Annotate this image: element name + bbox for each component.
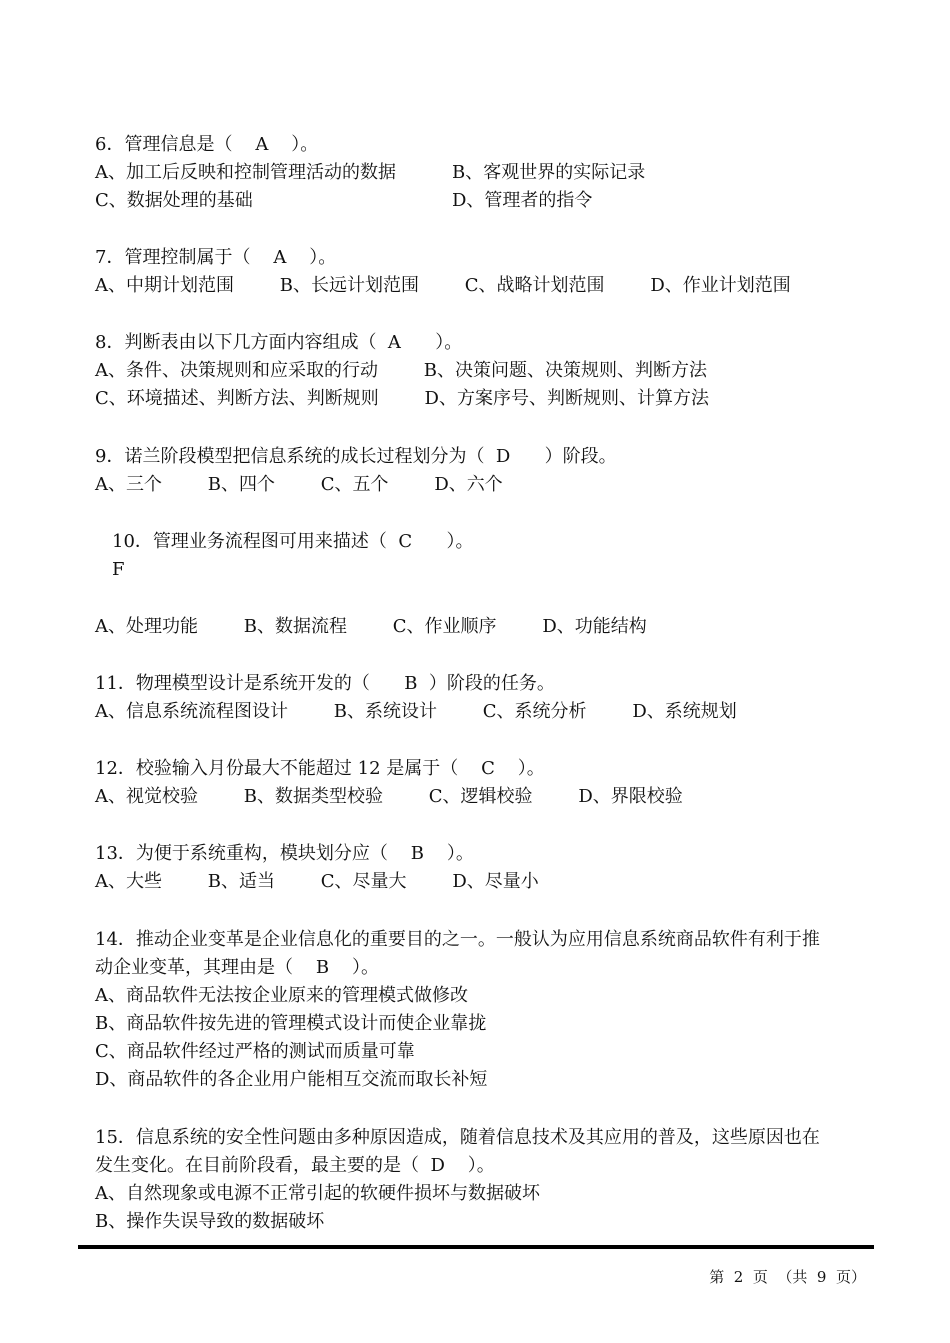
question-14-option-a: A、商品软件无法按企业原来的管理模式做修改 — [95, 985, 468, 1006]
question-11-stem: 11．物理模型设计是系统开发的（ B ）阶段的任务。 — [95, 673, 555, 694]
footer-divider — [78, 1245, 874, 1249]
question-7-stem: 7．管理控制属于（ A ）。 — [95, 247, 337, 268]
question-14-option-c: C、商品软件经过严格的测试而质量可靠 — [95, 1041, 415, 1062]
question-14-option-b: B、商品软件按先进的管理模式设计而使企业靠拢 — [95, 1013, 487, 1034]
question-14-stem-line2: 动企业变革，其理由是（ B ）。 — [95, 957, 379, 978]
question-13-options: A、大些 B、适当 C、尽量大 D、尽量小 — [95, 871, 539, 892]
question-6-stem: 6．管理信息是（ A ）。 — [95, 134, 319, 155]
question-15-option-a: A、自然现象或电源不正常引起的软硬件损坏与数据破坏 — [95, 1183, 540, 1204]
question-12-options: A、视觉校验 B、数据类型校验 C、逻辑校验 D、界限校验 — [95, 786, 683, 807]
question-14-option-d: D、商品软件的各企业用户能相互交流而取长补短 — [95, 1069, 488, 1090]
question-15-option-b: B、操作失误导致的数据破坏 — [95, 1211, 325, 1232]
question-6-option-c: C、数据处理的基础 — [95, 190, 253, 211]
question-9-options: A、三个 B、四个 C、五个 D、六个 — [95, 474, 503, 495]
question-10-stray-text: F — [112, 559, 125, 580]
question-10-options: A、处理功能 B、数据流程 C、作业顺序 D、功能结构 — [95, 616, 647, 637]
question-6-option-d: D、管理者的指令 — [452, 190, 593, 211]
question-9-stem: 9．诺兰阶段模型把信息系统的成长过程划分为（ D ）阶段。 — [95, 446, 617, 467]
question-7-options: A、中期计划范围 B、长远计划范围 C、战略计划范围 D、作业计划范围 — [95, 275, 791, 296]
question-15-stem-line1: 15．信息系统的安全性问题由多种原因造成，随着信息技术及其应用的普及，这些原因也在 — [95, 1127, 820, 1148]
question-8-options-cd: C、环境描述、判断方法、判断规则 D、方案序号、判断规则、计算方法 — [95, 388, 709, 409]
question-8-options-ab: A、条件、决策规则和应采取的行动 B、决策问题、决策规则、判断方法 — [95, 360, 707, 381]
page-number: 第 2 页 （共 9 页） — [709, 1268, 866, 1286]
question-10-stem: 10．管理业务流程图可用来描述（ C ）。 — [112, 531, 474, 552]
question-13-stem: 13．为便于系统重构，模块划分应（ B ）。 — [95, 843, 474, 864]
question-6-option-b: B、客观世界的实际记录 — [452, 162, 646, 183]
question-15-stem-line2: 发生变化。在目前阶段看，最主要的是（ D ）。 — [95, 1155, 495, 1176]
question-11-options: A、信息系统流程图设计 B、系统设计 C、系统分析 D、系统规划 — [95, 701, 737, 722]
question-8-stem: 8．判断表由以下几方面内容组成（ A ）。 — [95, 332, 463, 353]
question-14-stem-line1: 14．推动企业变革是企业信息化的重要目的之一。一般认为应用信息系统商品软件有利于推 — [95, 929, 820, 950]
question-12-stem: 12．校验输入月份最大不能超过 12 是属于（ C ）。 — [95, 758, 545, 779]
question-6-option-a: A、加工后反映和控制管理活动的数据 — [95, 162, 396, 183]
